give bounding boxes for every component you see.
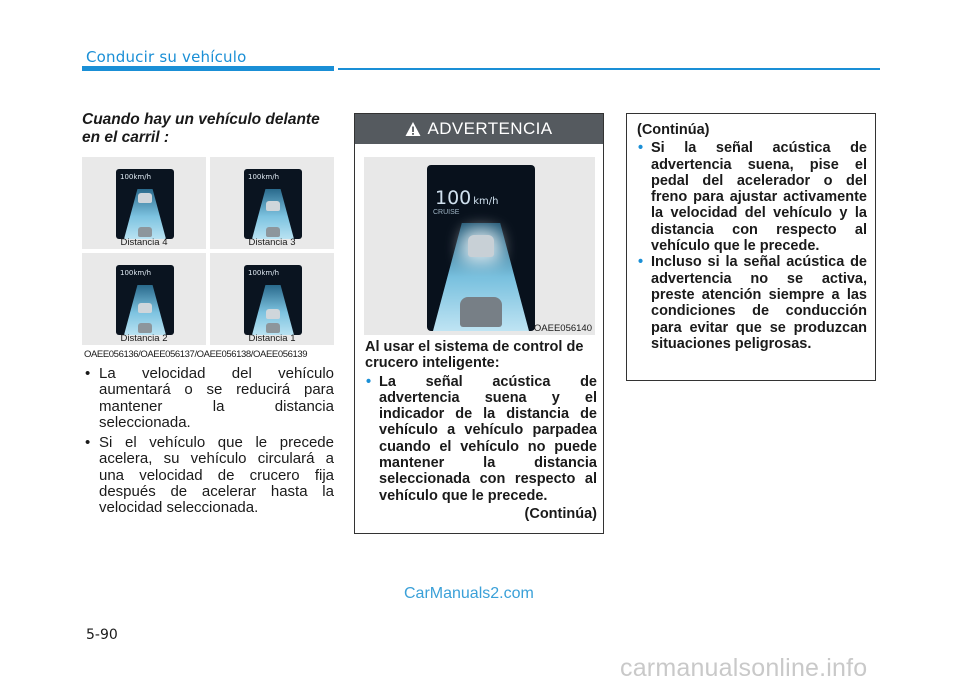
bullet-icon: • <box>638 140 644 157</box>
header-rule-thin <box>338 68 880 70</box>
distance-label: Distancia 1 <box>248 333 296 344</box>
lead-car-icon <box>138 193 152 203</box>
lead-car-icon <box>266 201 280 211</box>
cruise-label: CRUISE <box>433 209 460 216</box>
figure-code: OAEE056140 <box>533 323 592 334</box>
column1-heading: Cuando hay un vehículo delante en el carril : <box>82 111 320 146</box>
speed-readout: 100km/h <box>248 173 280 181</box>
distance-cell-4 <box>82 157 206 249</box>
own-car-icon <box>138 227 152 237</box>
list-item: • Si la señal acústica de advertencia suena, pise el pedal del acelerador o del freno para ajustar activamente la velocidad del vehículo y la distancia con respecto al vehículo que le precede. <box>638 140 867 255</box>
header-rule-thick <box>82 66 334 71</box>
column1-bullets <box>82 366 334 521</box>
figure-code: OAEE056136/OAEE056137/OAEE056138/OAEE056139 <box>84 349 308 360</box>
speed-readout: 100km/h <box>120 173 152 181</box>
bullet-icon: • <box>638 254 644 271</box>
list-item: • Incluso si la señal acústica de advertencia no se activa, preste atención siempre a las condiciones de conducción para evitar que se produzcan situaciones peligrosas. <box>638 254 867 352</box>
section-title: Conducir su vehículo <box>86 48 247 66</box>
bullet-icon: • <box>366 373 372 390</box>
bullet-icon: • <box>85 365 91 382</box>
warning-triangle-icon <box>405 121 421 137</box>
list-item: • La velocidad del vehículo aumentará o se reducirá para mantener la distancia seleccionada. <box>85 365 334 431</box>
own-car-icon <box>266 227 280 237</box>
watermark-top[interactable]: CarManuals2.com <box>404 585 534 602</box>
cluster-screen <box>116 169 174 239</box>
speed-readout: 100 km/h <box>435 187 499 209</box>
page-number: 5-90 <box>86 627 118 643</box>
own-car-icon <box>266 323 280 333</box>
warning-intro: Al usar el sistema de control de crucero inteligente: <box>365 339 584 372</box>
speed-readout: 100km/h <box>248 269 280 277</box>
lead-car-icon <box>468 235 494 257</box>
own-car-icon <box>138 323 152 333</box>
list-item: • Si el vehículo que le precede acelera, su vehículo circulará a una velocidad de crucero fija después de acelerar hasta la velocidad seleccionada. <box>85 434 334 517</box>
warning-text <box>365 339 597 522</box>
continued-label: (Continúa) <box>524 505 597 522</box>
distance-cell-1 <box>210 253 334 345</box>
lead-car-icon <box>138 303 152 313</box>
own-car-icon <box>460 297 502 327</box>
warning-title: ADVERTENCIA <box>427 119 553 138</box>
distance-label: Distancia 3 <box>248 237 296 248</box>
cluster-screen <box>427 165 535 331</box>
speed-readout: 100km/h <box>120 269 152 277</box>
cluster-screen <box>244 265 302 335</box>
distance-label: Distancia 4 <box>120 237 168 248</box>
cluster-screen <box>244 169 302 239</box>
warning-box <box>354 113 604 534</box>
distance-cell-3 <box>210 157 334 249</box>
warning-figure <box>364 157 595 335</box>
distance-label: Distancia 2 <box>120 333 168 344</box>
distance-cell-2 <box>82 253 206 345</box>
list-item: • La señal acústica de advertencia suena y el indicador de la distancia de vehículo a vehículo parpadea cuando el vehículo no puede mantener la distancia seleccionada con respecto al vehículo que le precede. <box>366 373 597 504</box>
continued-label: (Continúa) <box>637 122 710 138</box>
warning-header <box>355 114 603 144</box>
lead-car-icon <box>266 309 280 319</box>
cluster-screen <box>116 265 174 335</box>
warning-continued-box <box>626 113 876 381</box>
distance-figure <box>82 157 334 345</box>
watermark-bottom[interactable]: carmanualsonline.info <box>620 654 868 682</box>
bullet-icon: • <box>85 434 91 452</box>
